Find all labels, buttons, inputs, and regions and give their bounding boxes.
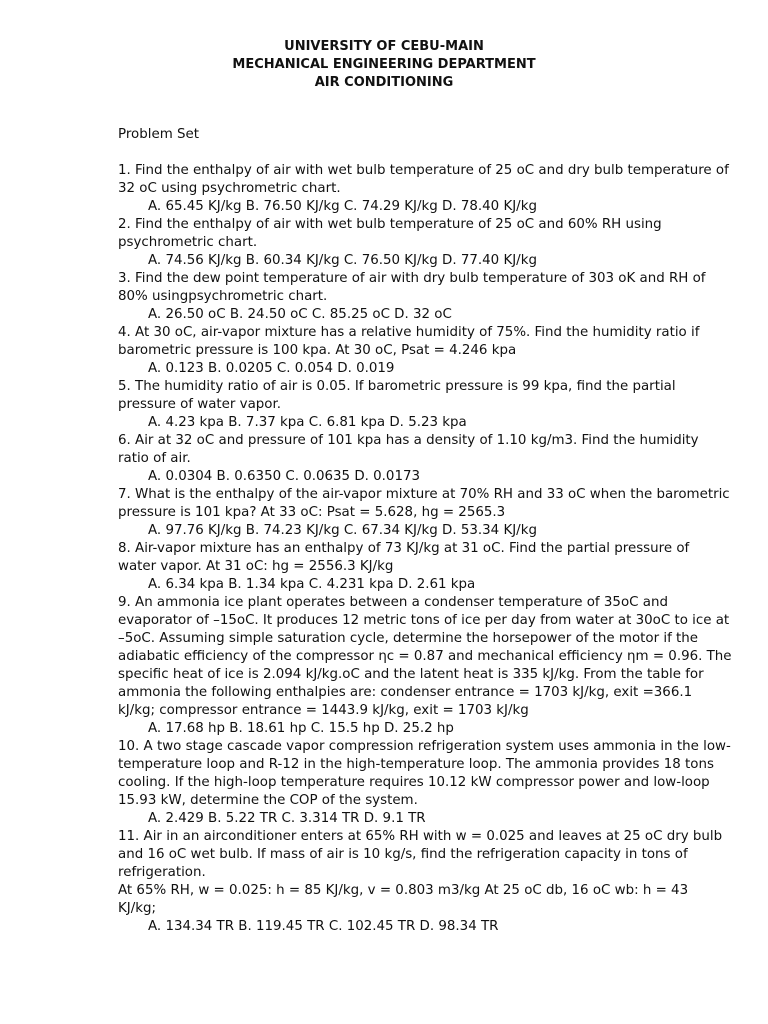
- answer-choices: A. 0.0304 B. 0.6350 C. 0.0635 D. 0.0173: [148, 469, 421, 484]
- problem-item: [118, 162, 729, 216]
- problem-item: [118, 216, 678, 270]
- problem-item: [118, 378, 678, 432]
- problem-text-line: refrigeration.: [118, 865, 206, 880]
- problem-text-line: KJ/kg;: [118, 901, 157, 916]
- problem-item: [118, 540, 690, 594]
- problem-text-line: 10. A two stage cascade vapor compression refrigeration system uses ammonia in the low-: [118, 739, 731, 754]
- problem-text-line: pressure is 101 kpa? At 33 oC: Psat = 5.628, hg = 2565.3: [118, 505, 506, 520]
- problem-text-line: 5. The humidity ratio of air is 0.05. If barometric pressure is 99 kpa, find the partial: [118, 379, 676, 394]
- problem-text-line: evaporator of –15oC. It produces 12 metric tons of ice per day from water at 30oC to ice at: [118, 613, 730, 628]
- problem-item: [118, 270, 706, 324]
- problem-text-line: and 16 oC wet bulb. If mass of air is 10 kg/s, find the refrigeration capacity in tons of: [118, 847, 688, 862]
- answer-choices: A. 4.23 kpa B. 7.37 kpa C. 6.81 kpa D. 5.23 kpa: [148, 415, 467, 430]
- department-name: MECHANICAL ENGINEERING DEPARTMENT: [232, 57, 536, 72]
- problem-item: [118, 828, 723, 936]
- problem-item: [118, 324, 700, 378]
- answer-choices: A. 6.34 kpa B. 1.34 kpa C. 4.231 kpa D. 2.61 kpa: [148, 577, 476, 592]
- answer-choices: A. 2.429 B. 5.22 TR C. 3.314 TR D. 9.1 TR: [148, 811, 426, 826]
- problem-text-line: 80% usingpsychrometric chart.: [118, 289, 328, 304]
- problem-text-line: cooling. If the high-loop temperature requires 10.12 kW compressor power and low-loop: [118, 775, 710, 790]
- problem-list: [118, 162, 732, 936]
- problem-text-line: 3. Find the dew point temperature of air with dry bulb temperature of 303 oK and RH of: [118, 271, 706, 286]
- problem-text-line: kJ/kg; compressor entrance = 1443.9 kJ/kg, exit = 1703 kJ/kg: [118, 703, 529, 718]
- problem-text-line: pressure of water vapor.: [118, 397, 282, 412]
- document-header: [0, 38, 768, 92]
- problem-item: [118, 738, 731, 828]
- problem-text-line: 11. Air in an airconditioner enters at 65% RH with w = 0.025 and leaves at 25 oC dry bulb: [118, 829, 723, 844]
- problem-text-line: 6. Air at 32 oC and pressure of 101 kpa has a density of 1.10 kg/m3. Find the humidity: [118, 433, 699, 448]
- problem-item: [118, 432, 699, 486]
- problem-set-body: [118, 126, 732, 936]
- answer-choices: A. 74.56 KJ/kg B. 60.34 KJ/kg C. 76.50 KJ/kg D. 77.40 KJ/kg: [148, 253, 537, 268]
- university-name: UNIVERSITY OF CEBU-MAIN: [284, 39, 484, 54]
- problem-text-line: 32 oC using psychrometric chart.: [118, 181, 341, 196]
- course-name: AIR CONDITIONING: [314, 75, 454, 90]
- problem-text-line: water vapor. At 31 oC: hg = 2556.3 KJ/kg: [118, 559, 394, 574]
- problem-text-line: 8. Air-vapor mixture has an enthalpy of 73 KJ/kg at 31 oC. Find the partial pressure of: [118, 541, 690, 556]
- problem-text-line: 1. Find the enthalpy of air with wet bulb temperature of 25 oC and dry bulb temperature of: [118, 163, 729, 178]
- problem-text-line: 4. At 30 oC, air-vapor mixture has a relative humidity of 75%. Find the humidity ratio if: [118, 325, 700, 340]
- problem-text-line: 9. An ammonia ice plant operates between a condenser temperature of 35oC and: [118, 595, 668, 610]
- problem-text-line: ammonia the following enthalpies are: condenser entrance = 1703 kJ/kg, exit =366.1: [118, 685, 693, 700]
- answer-choices: A. 134.34 TR B. 119.45 TR C. 102.45 TR D. 98.34 TR: [148, 919, 499, 934]
- problem-text-line: psychrometric chart.: [118, 235, 258, 250]
- problem-text-line: barometric pressure is 100 kpa. At 30 oC, Psat = 4.246 kpa: [118, 343, 517, 358]
- problem-set-title: Problem Set: [118, 127, 199, 142]
- answer-choices: A. 65.45 KJ/kg B. 76.50 KJ/kg C. 74.29 KJ/kg D. 78.40 KJ/kg: [148, 199, 537, 214]
- spacer: [118, 144, 678, 162]
- answer-choices: A. 97.76 KJ/kg B. 74.23 KJ/kg C. 67.34 KJ/kg D. 53.34 KJ/kg: [148, 523, 537, 538]
- problem-text-line: 15.93 kW, determine the COP of the system.: [118, 793, 418, 808]
- answer-choices: A. 26.50 oC B. 24.50 oC C. 85.25 oC D. 32 oC: [148, 307, 452, 322]
- problem-item: [118, 594, 732, 738]
- problem-text-line: At 65% RH, w = 0.025: h = 85 KJ/kg, v = 0.803 m3/kg At 25 oC db, 16 oC wb: h = 43: [118, 883, 689, 898]
- problem-item: [118, 486, 730, 540]
- answer-choices: A. 0.123 B. 0.0205 C. 0.054 D. 0.019: [148, 361, 395, 376]
- answer-choices: A. 17.68 hp B. 18.61 hp C. 15.5 hp D. 25.2 hp: [148, 721, 454, 736]
- problem-text-line: 7. What is the enthalpy of the air-vapor mixture at 70% RH and 33 oC when the barometric: [118, 487, 730, 502]
- problem-text-line: 2. Find the enthalpy of air with wet bulb temperature of 25 oC and 60% RH using: [118, 217, 662, 232]
- problem-text-line: temperature loop and R-12 in the high-temperature loop. The ammonia provides 18 tons: [118, 757, 714, 772]
- problem-text-line: ratio of air.: [118, 451, 191, 466]
- problem-text-line: –5oC. Assuming simple saturation cycle, determine the horsepower of the motor if the: [118, 631, 699, 646]
- problem-text-line: specific heat of ice is 2.094 kJ/kg.oC and the latent heat is 335 kJ/kg. From the table for: [118, 667, 704, 682]
- problem-text-line: adiabatic efficiency of the compressor ηc = 0.87 and mechanical efficiency ηm = 0.96. The: [118, 649, 732, 664]
